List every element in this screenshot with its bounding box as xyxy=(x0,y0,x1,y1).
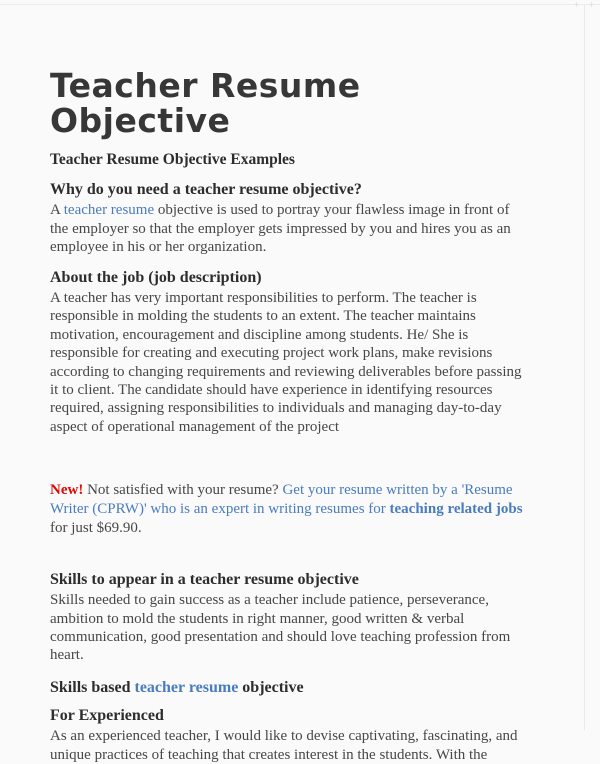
why-section-body xyxy=(50,201,530,256)
why-body-pre: A xyxy=(50,202,64,219)
why-body-post: objective is used to portray your flawless image in front of the employer so that the employer gets impressed by you and hires you as an employee in his or her organization. xyxy=(50,202,511,256)
article-content xyxy=(50,0,530,764)
teacher-resume-link-2[interactable]: teacher resume xyxy=(134,678,239,696)
skills-based-heading xyxy=(50,678,530,697)
new-badge: New! xyxy=(50,482,84,499)
teacher-resume-link[interactable]: teacher resume xyxy=(63,202,155,219)
promo-paragraph xyxy=(50,481,530,538)
skills-section-body: Skills needed to gain success as a teacher include patience, perseverance, ambition to mold the students in right manner, good written & verbal communication, good presentation and should love teaching profession from heart. xyxy=(50,592,511,664)
corner-marks: + + xyxy=(573,0,598,9)
skills-based-pre: Skills based xyxy=(50,678,135,696)
article-subtitle: Teacher Resume Objective Examples xyxy=(50,151,295,169)
teaching-related-jobs-link[interactable]: teaching related jobs xyxy=(389,501,523,518)
why-section-heading: Why do you need a teacher resume objective? xyxy=(50,181,362,199)
skills-section-heading: Skills to appear in a teacher resume objective xyxy=(50,570,359,588)
about-section-heading: About the job (job description) xyxy=(50,268,262,286)
right-edge-divider xyxy=(584,4,585,730)
promo-text-pre: Not satisfied with your resume? xyxy=(83,482,283,499)
resume-writer-link[interactable]: Get your resume written by a 'Resume Writer (CPRW)' who is an expert in writing resumes for xyxy=(50,482,513,518)
experienced-section-heading: For Experienced xyxy=(50,707,164,725)
experienced-section-body: As an experienced teacher, I would like to devise captivating, fascinating, and unique practices of teaching that creates interest in the students. With the xyxy=(50,728,518,763)
about-section-body: A teacher has very important responsibilities to perform. The teacher is responsible in molding the students to an extent. The teacher maintains motivation, encouragement and discipline among students. He/ She is responsible for creating and executing project work plans, make revisions according to changing requirements and reviewing deliverables before passing it to client. The candidate should have experience in identifying resources required, assigning responsibilities to individuals and managing day-to-day aspect of operational management of the project xyxy=(50,289,522,435)
skills-based-post: objective xyxy=(238,678,304,696)
page-title: Teacher Resume Objective xyxy=(50,66,361,140)
promo-text-post: for just $69.90. xyxy=(50,520,142,537)
